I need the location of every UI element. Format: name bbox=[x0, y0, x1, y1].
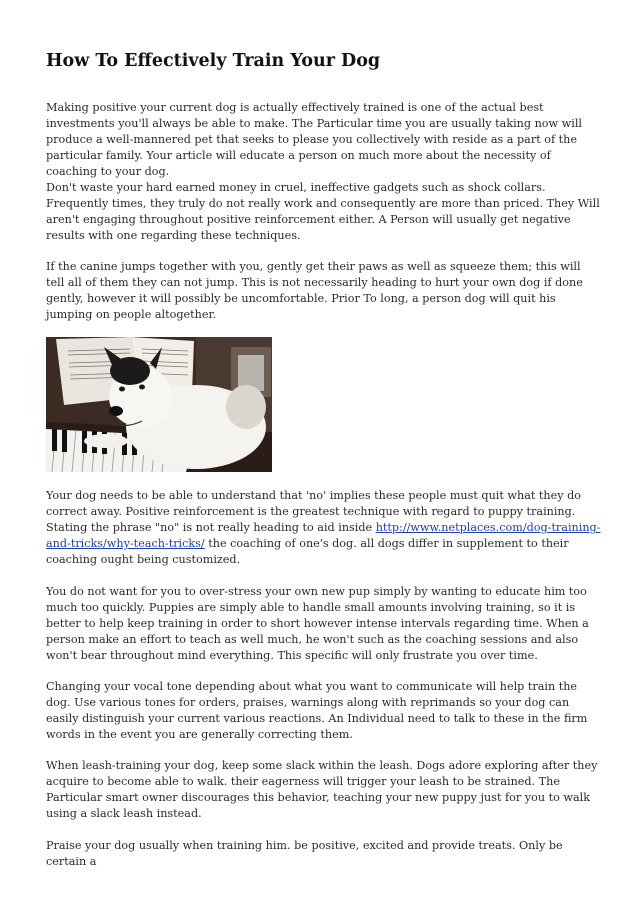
paragraph-8: Praise your dog usually when training him. be positive, excited and provide treats. Only be certain a bbox=[46, 839, 563, 868]
paragraph-4 bbox=[46, 488, 602, 568]
paragraph-6: Changing your vocal tone depending about what you want to communicate will help train the dog. Use various tones for orders, praises, warnings along with reprimands so your dog can easily distinguish your current various reactions. An Individual need to talk to these in the firm words in the event you are generally correcting them. bbox=[46, 680, 588, 741]
paragraph-4-text-start: Your dog needs to be able to understand that 'no' implies these people must quit what they do correct away. Positive reinforcement is the greatest technique with regard to puppy training. Stating the phrase "no" is not really heading to aid inside bbox=[46, 489, 582, 534]
article-title: How To Effectively Train Your Dog bbox=[46, 51, 381, 71]
dog-at-piano-photo bbox=[46, 337, 272, 472]
paragraph-1: Making positive your current dog is actually effectively trained is one of the actual best investments you'll always be able to make. The Particular time you are usually taking now will produce a well-mannered pet that seeks to please you collectively with reside as a part of the particular family. Your article will educate a person on much more about the necessity of coaching to your dog. bbox=[46, 101, 582, 178]
netplaces-link[interactable]: http://www.netplaces.com/dog-training-and-tricks/why-teach-tricks/ bbox=[46, 521, 601, 550]
paragraph-2: Don't waste your hard earned money in cruel, ineffective gadgets such as shock collars. Frequently times, they truly do not really work and consequently are more than priced. They Will aren't engaging throughout positive reinforcement either. A Person will usually get negative results with one regarding these techniques. bbox=[46, 181, 600, 242]
paragraph-7: When leash-training your dog, keep some slack within the leash. Dogs adore exploring after they acquire to become able to walk. their eagerness will trigger your leash to be strained. The Particular smart owner discourages this behavior, teaching your new puppy just for you to walk using a slack leash instead. bbox=[46, 759, 598, 820]
paragraph-3: If the canine jumps together with you, gently get their paws as well as squeeze them; this will tell all of them they can not jump. This is not necessarily heading to hurt your own dog if done gently, however it will possibly be uncomfortable. Prior To long, a person dog will quit his jumping on people altogether. bbox=[46, 260, 583, 321]
paragraph-4-text-end: the coaching of one's dog. all dogs differ in supplement to their coaching ought being customized. bbox=[46, 537, 569, 566]
paragraph-5: You do not want for you to over-stress your own new pup simply by wanting to educate him too much too quickly. Puppies are simply able to handle small amounts involving training, so it is better to help keep training in order to short however intense intervals regarding time. When a person make an effort to teach as well much, he won't such as the coaching sessions and also won't bear throughout mind everything. This specific will only frustrate you over time. bbox=[46, 585, 589, 662]
